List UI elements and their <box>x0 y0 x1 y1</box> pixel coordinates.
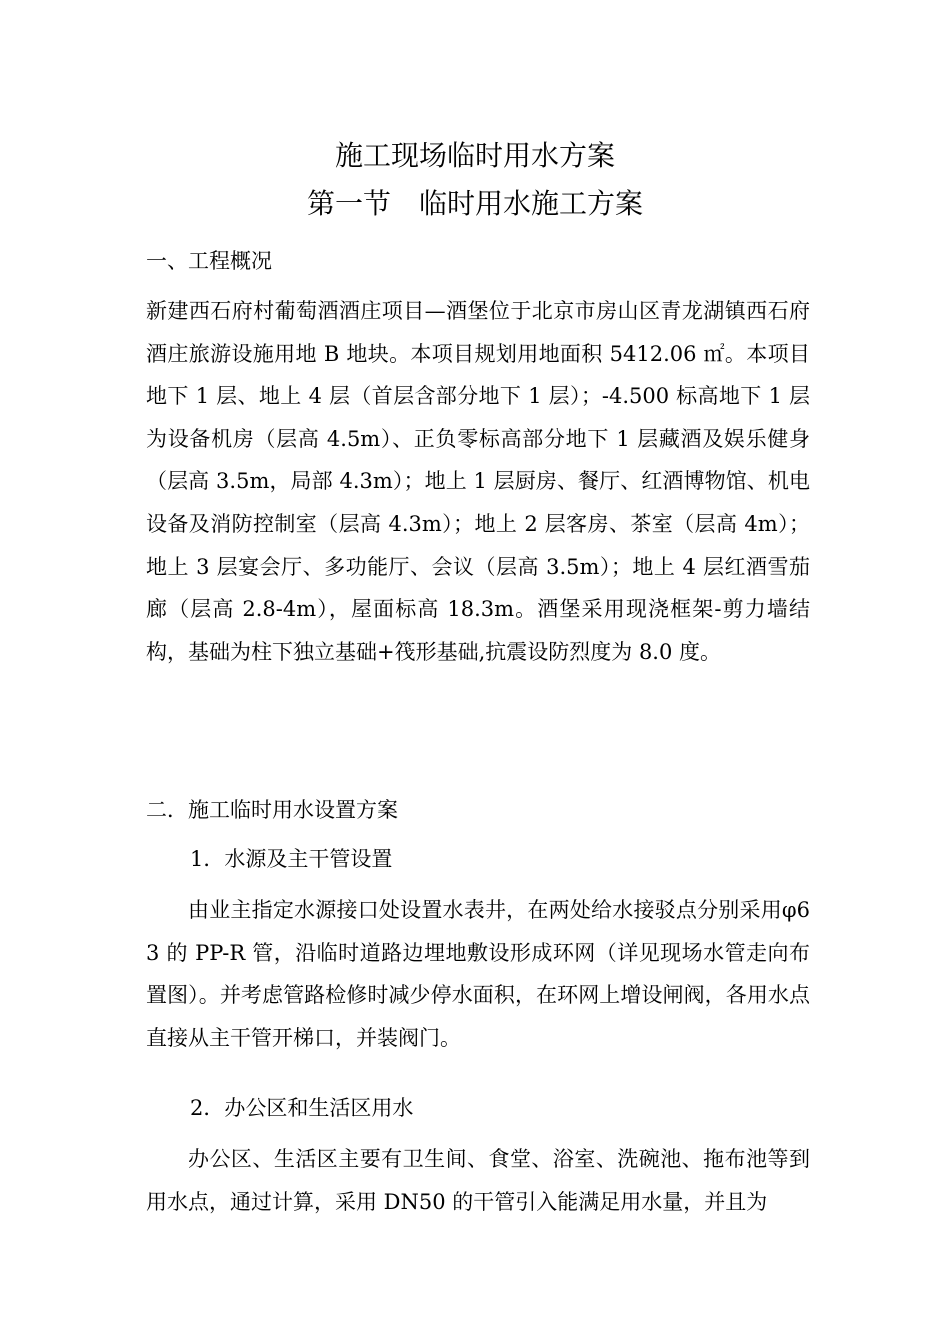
document-title: 施工现场临时用水方案 <box>334 139 615 172</box>
paragraph-office-living-water: 办公区、生活区主要有卫生间、食堂、浴室、洗碗池、拖布池等到用水点，通过计算，采用 DN50 的干管引入能满足用水量，并且为 <box>146 1147 810 1214</box>
heading-project-overview: 一、工程概况 <box>146 249 272 273</box>
subheading-office-living-water: 2．办公区和生活区用水 <box>190 1096 414 1120</box>
paragraph-water-source: 由业主指定水源接口处设置水表井，在两处给水接驳点分别采用φ63 的 PP-R 管，沿临时道路边埋地敷设形成环网（详见现场水管走向布置图）。并考虑管路检修时减少停水面积，在环网上增设闸阀，各用水点直接从主干管开梯口，并装阀门。 <box>146 898 810 1050</box>
section-title: 第一节 临时用水施工方案 <box>306 187 643 220</box>
subheading-water-source: 1．水源及主干管设置 <box>190 847 393 871</box>
paragraph-project-overview: 新建西石府村葡萄酒酒庄项目—酒堡位于北京市房山区青龙湖镇西石府酒庄旅游设施用地 B 地块。本项目规划用地面积 5412.06 ㎡。本项目地下 1 层、地上 4 层（首层含部分地下 1 层）；-4.500 标高地下 1 层为设备机房（层高 4.5m）、正负零标高部分地下 1 层藏酒及娱乐健身（层高 3.5m，局部 4.3m）；地上 1 层厨房、餐厅、红酒博物馆、机电设备及消防控制室（层高 4.3m）；地上 2 层客房、茶室（层高 4m）；地上 3 层宴会厅、多功能厅、会议（层高 3.5m）；地上 4 层红酒雪茄廊（层高 2.8-4m），屋面标高 18.3m。酒堡采用现浇框架-剪力墙结构，基础为柱下独立基础+筏形基础,抗震设防烈度为 8.0 度。 <box>146 299 810 664</box>
heading-water-setup-plan: 二．施工临时用水设置方案 <box>146 798 398 822</box>
